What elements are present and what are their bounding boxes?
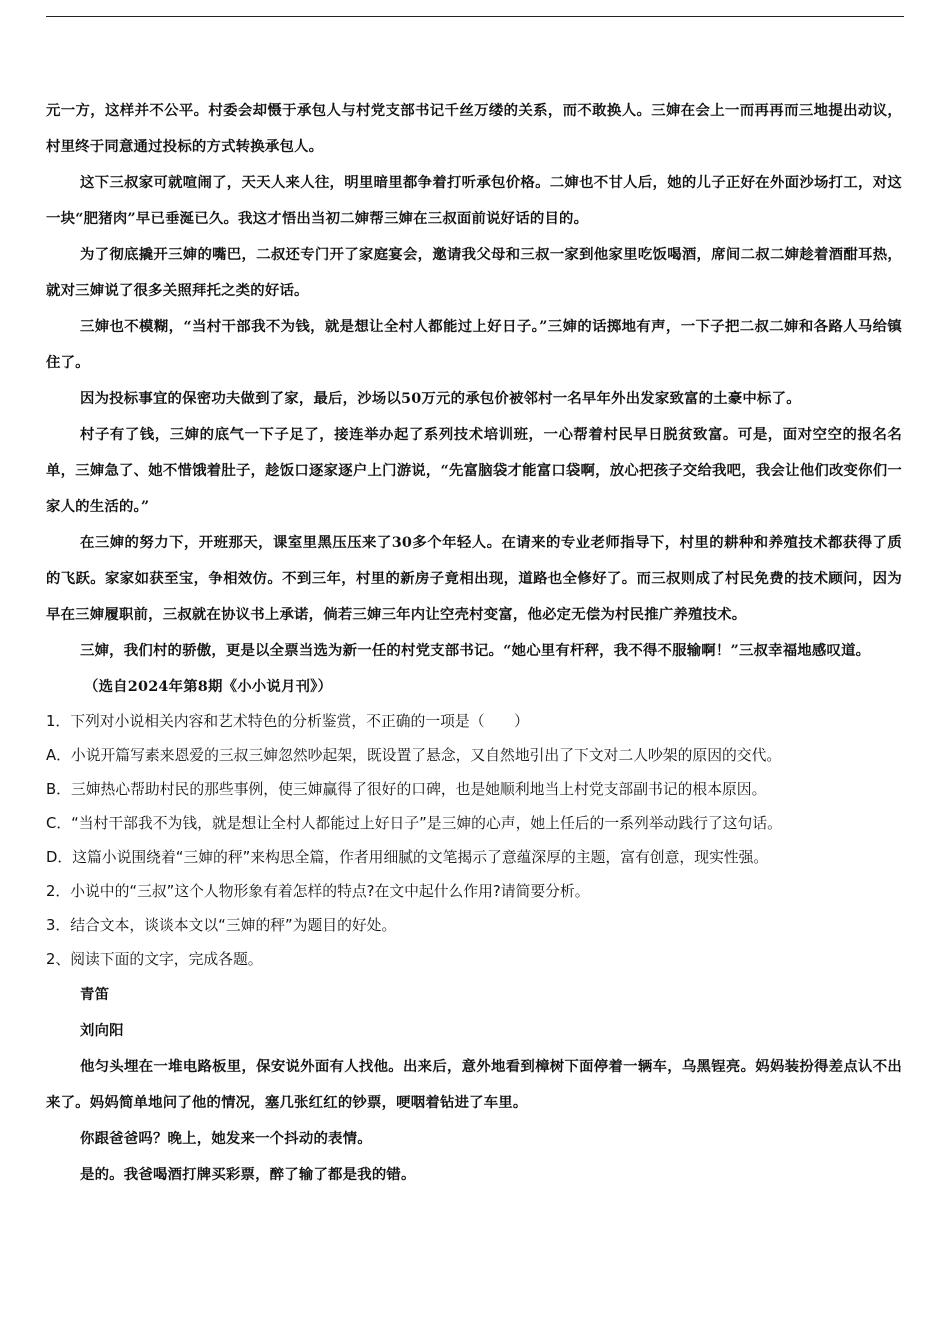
story-title: 青笛: [80, 986, 110, 1003]
question-1-option-d: D．这篇小说围绕着“三婶的秤”来构思全篇，作者用细腻的文笔揭示了意蕴深厚的主题，富有创意，现实性强。: [46, 849, 769, 866]
question-1-option-b: B．三婶热心帮助村民的那些事例，使三婶赢得了很好的口碑，也是她顺利地当上村党支部副书记的根本原因。: [46, 781, 767, 798]
source-citation: （选自2024年第8期《小小说月刊》）: [84, 678, 333, 695]
question-3: 3．结合文本，谈谈本文以“三婶的秤”为题目的好处。: [46, 917, 397, 934]
passage-paragraph: 为了彻底撬开三婶的嘴巴，二叔还专门开了家庭宴会，邀请我父母和三叔一家到他家里吃饭喝酒，席间二叔二婶趁着酒酣耳热，就对三婶说了很多关照拜托之类的好话。: [46, 246, 902, 299]
question-1-option-a: A．小说开篇写素来恩爱的三叔三婶忽然吵起架，既设置了悬念，又自然地引出了下文对二人吵架的原因的交代。: [46, 747, 782, 764]
story-paragraph: 你跟爸爸吗？晚上，她发来一个抖动的表情。: [80, 1130, 372, 1147]
passage-paragraph: 这下三叔家可就喧闹了，天天人来人往，明里暗里都争着打听承包价格。二婶也不甘人后，她的儿子正好在外面沙场打工，对这一块“肥猪肉”早已垂涎已久。我这才悟出当初二婶帮三婶在三叔面前说好话的目的。: [46, 174, 902, 227]
header-rule: [46, 16, 904, 17]
passage-paragraph: 三婶，我们村的骄傲，更是以全票当选为新一任的村党支部书记。“她心里有杆秤，我不得不服输啊！”三叔幸福地感叹道。: [80, 642, 871, 659]
story-paragraph: 他匀头埋在一堆电路板里，保安说外面有人找他。出来后，意外地看到樟树下面停着一辆车，乌黑锃亮。妈妈装扮得差点认不出来了。妈妈简单地问了他的情况，塞几张红红的钞票，哽咽着钻进了车里。: [46, 1058, 902, 1111]
question-2: 2．小说中的“三叔”这个人物形象有着怎样的特点?在文中起什么作用?请简要分析。: [46, 883, 590, 900]
question-1-option-c: C．“当村干部我不为钱，就是想让全村人都能过上好日子”是三婶的心声，她上任后的一系列举动践行了这句话。: [46, 815, 782, 832]
passage-paragraph: 因为投标事宜的保密功夫做到了家，最后，沙场以50万元的承包价被邻村一名早年外出发家致富的土豪中标了。: [80, 390, 801, 407]
story-author: 刘向阳: [80, 1022, 124, 1039]
passage-paragraph: 三婶也不模糊，“当村干部我不为钱，就是想让全村人都能过上好日子。”三婶的话掷地有声，一下子把二叔二婶和各路人马给镇住了。: [46, 318, 902, 371]
passage-paragraph: 在三婶的努力下，开班那天，课室里黑压压来了30多个年轻人。在请来的专业老师指导下，村里的耕种和养殖技术都获得了质的飞跃。家家如获至宝，争相效仿。不到三年，村里的新房子竟相出现，道路也全修好了。而三叔则成了村民免费的技术顾问，因为早在三婶履职前，三叔就在协议书上承诺，倘若三婶三年内让空壳村变富，他必定无偿为村民推广养殖技术。: [46, 534, 902, 623]
document-page: [46, 93, 902, 1193]
story-paragraph: 是的。我爸喝酒打牌买彩票，醉了输了都是我的错。: [80, 1166, 416, 1183]
question-1-stem: 1．下列对小说相关内容和艺术特色的分析鉴赏，不正确的一项是（ ）: [46, 713, 529, 730]
passage-paragraph: 村子有了钱，三婶的底气一下子足了，接连举办起了系列技术培训班，一心帮着村民早日脱贫致富。可是，面对空空的报名名单，三婶急了、她不惜饿着肚子，趁饭口逐家逐户上门游说，“先富脑袋才能富口袋啊，放心把孩子交给我吧，我会让他们改变你们一家人的生活的。”: [46, 426, 902, 515]
section-2-heading: 2、阅读下面的文字，完成各题。: [46, 951, 263, 968]
passage-paragraph: 元一方，这样并不公平。村委会却慑于承包人与村党支部书记千丝万缕的关系，而不敢换人。三婶在会上一而再再而三地提出动议，村里终于同意通过投标的方式转换承包人。: [46, 102, 902, 155]
